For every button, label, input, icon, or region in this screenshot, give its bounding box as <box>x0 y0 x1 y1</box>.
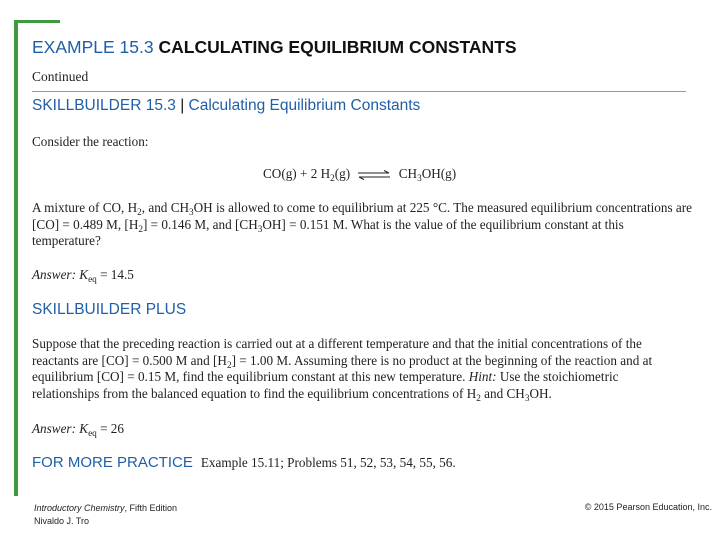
reaction-equation <box>263 166 456 182</box>
more-practice-label: FOR MORE PRACTICE <box>32 454 193 471</box>
equation-left: CO(g) + 2 $H_2(g)$ <box>263 166 351 184</box>
equilibrium-arrows-icon <box>357 170 391 180</box>
divider <box>32 91 686 92</box>
skillbuilder-separator: | <box>180 97 185 114</box>
footer-author: Nivaldo J. Tro <box>34 516 90 526</box>
skillbuilder-label: SKILLBUILDER 15.3 <box>32 97 176 114</box>
example-title: CALCULATING EQUILIBRIUM CONSTANTS <box>158 37 517 57</box>
continued-label: Continued <box>32 69 89 84</box>
reaction-intro: Consider the reaction: <box>32 134 149 149</box>
skillbuilder-plus-answer: Answer: $K_{eq} = 26$ <box>32 421 124 439</box>
footer-edition: , Fifth Edition <box>124 503 178 513</box>
skillbuilder-heading <box>32 97 420 115</box>
skillbuilder-problem: A mixture of CO, $H_2$, and $CH_3OH$ is allowed to come to equilibrium at 225 °C. The measured equilibrium concentrations are [CO] = 0.489 M, $[H_2] = 0.146$ M, and $[CH_3OH] = 0.151$ M. What is the value of the equilibrium constant at this temperature? <box>32 200 692 248</box>
footer-copyright: © 2015 Pearson Education, Inc. <box>584 502 712 512</box>
equation-right: $CH_3OH(g)$ <box>398 166 457 184</box>
skillbuilder-title: Calculating Equilibrium Constants <box>188 97 421 114</box>
more-practice-text: Example 15.11; Problems 51, 52, 53, 54, 55, 56. <box>200 455 456 470</box>
page-title <box>32 37 517 58</box>
skillbuilder-plus-problem: Suppose that the preceding reaction is carried out at a different temperature and that the initial concentrations of the reactants are [CO] = 0.500 M and $[H_2] = 1.00$ M. Assuming there is no product at the beginning of the reaction and at equilibrium [CO] = 0.15 M, find the equilibrium constant at this new temperature. Hint: Use the stoichiometric relationships from the balanced equation to find the equilibrium concentrations of $H_2$ and $CH_3OH$. <box>32 336 653 403</box>
footer-book-info <box>34 502 177 528</box>
footer-book-title: Introductory Chemistry <box>34 503 125 513</box>
skillbuilder-plus-heading: SKILLBUILDER PLUS <box>32 301 187 318</box>
accent-bar <box>14 20 18 496</box>
accent-bar-cap <box>14 20 60 23</box>
example-label: EXAMPLE 15.3 <box>32 37 154 57</box>
more-practice <box>32 454 456 472</box>
skillbuilder-answer: Answer: $K_{eq} = 14.5$ <box>32 267 134 285</box>
